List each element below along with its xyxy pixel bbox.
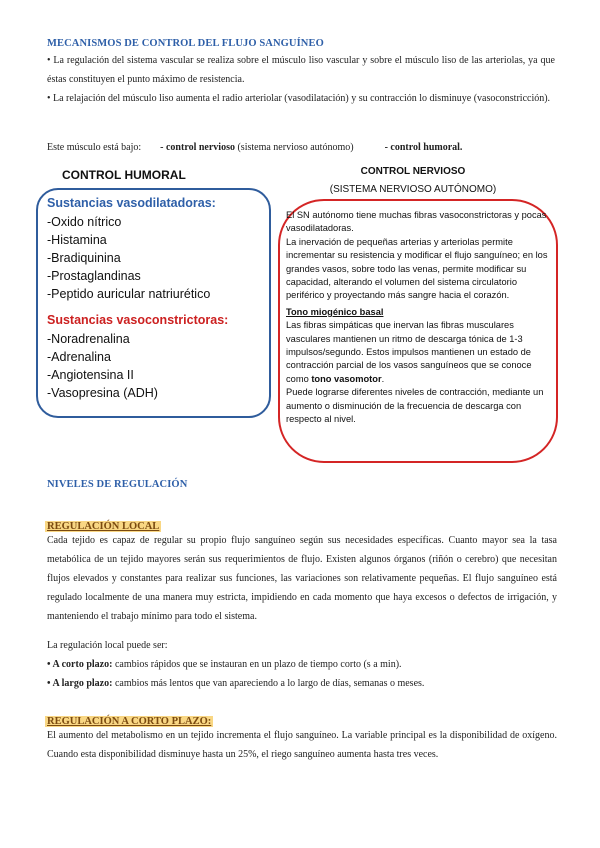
nervioso-paragraph-4: Puede lograrse diferentes niveles de contracción, mediante un aumento o disminución de la frecuencia de descarga con respecto al nivel. [286,387,544,425]
control-nervioso-label: - control nervioso [160,142,235,153]
intro-text [47,51,555,108]
vasoconstrictors-heading: Sustancias vasoconstrictoras: [47,313,229,327]
list-item: -Adrenalina [47,350,111,364]
nervioso-paragraph-2: La inervación de pequeñas arterias y arteriolas permite incrementar su resistencia y modificar el flujo sanguíneo; en los grandes vasos, sobre todo las venas, permite modificar su capacidad, alterando el volumen del sistema circulatorio periférico y proyectando más sangre hacia el corazón. [286,236,548,301]
long-term-text: cambios más lentos que van apareciendo a lo largo de días, semanas o meses. [112,678,425,689]
local-text: Cada tejido es capaz de regular su propio flujo sanguíneo según sus necesidades específicas. Cuanto mayor sea la tasa metabólica de un tejido mayores serán sus requerimientos de flujo. Existen algunos órganos (riñón o cerebro) que necesitan flujos elevados y constantes para realizar sus funciones, las variaciones son relativamente pequeñas. El flujo sanguíneo está regulado localmente de una manera muy estricta, impidiendo en cada momento que haya excesos o defectos de irrigación, y manteniendo el trabajo mínimo para todo el sistema. [47,535,557,622]
list-item: -Angiotensina II [47,368,134,382]
short-term-item [47,655,402,674]
nervioso-paragraph-3 [286,319,548,386]
intro-paragraph-2: • La relajación del músculo liso aumenta el radio arteriolar (vasodilatación) y su contracción lo disminuye (vasoconstricción). [47,93,551,104]
control-prefix: Este músculo está bajo: [47,142,142,153]
tono-vasomotor-term: tono vasomotor [311,373,382,384]
list-item: -Histamina [47,233,107,247]
tono-heading: Tono miogénico basal [286,306,384,317]
list-item: -Oxido nítrico [47,215,122,229]
vasoconstrictors-list [47,330,267,402]
control-line [47,142,462,153]
humoral-title: CONTROL HUMORAL [62,168,186,182]
short-term-label: • A corto plazo: [47,659,113,670]
niveles-title: NIVELES DE REGULACIÓN [47,479,188,490]
short-term-text: cambios rápidos que se instauran en un plazo de tiempo corto (s a min). [112,659,402,670]
list-item: -Prostaglandinas [47,269,141,283]
list-item: -Bradiquinina [47,251,121,265]
vasodilators-heading: Sustancias vasodilatadoras: [47,196,216,210]
tono-text: Las fibras simpáticas que inervan las fibras musculares vasculares mantienen un ritmo de descarga tónica de 1-3 impulsos/segundo. Estos impulsos mantienen un estado de contracción parcial de los vasos sanguíneos que se conoce como [286,320,532,384]
local-title: REGULACIÓN LOCAL [47,521,160,532]
nervioso-content [286,209,548,427]
nervioso-title: CONTROL NERVIOSO [360,166,466,177]
tono-period: . [381,373,385,384]
corto-title: REGULACIÓN A CORTO PLAZO: [47,716,212,727]
corto-text: El aumento del metabolismo en un tejido incrementa el flujo sanguíneo. La variable principal es la disponibilidad de oxígeno. Cuando esta disponibilidad disminuye hasta un 25%, el riego sanguíneo aumenta hasta tres veces. [47,730,557,760]
nervioso-paragraph-1: El SN autónomo tiene muchas fibras vasoconstrictoras y pocas vasodilatadoras. [286,210,547,234]
local-can-be: La regulación local puede ser: [47,640,168,651]
control-nervioso-detail: (sistema nervioso autónomo) [237,142,354,153]
nervioso-subtitle: (SISTEMA NERVIOSO AUTÓNOMO) [329,184,497,195]
humoral-content [47,194,267,402]
vasodilators-list [47,213,267,303]
control-humoral-label: - control humoral. [384,142,463,153]
list-item: -Vasopresina (ADH) [47,386,158,400]
list-item: -Peptido auricular natriurético [47,287,211,301]
long-term-label: • A largo plazo: [47,678,113,689]
long-term-item [47,674,424,693]
intro-paragraph-1: • La regulación del sistema vascular se realiza sobre el músculo liso vascular y sobre el músculo liso de las arteriolas, ya que éstas constituyen el punto máximo de resistencia. [47,55,555,85]
page-title: MECANISMOS DE CONTROL DEL FLUJO SANGUÍNEO [47,38,324,49]
list-item: -Noradrenalina [47,332,130,346]
